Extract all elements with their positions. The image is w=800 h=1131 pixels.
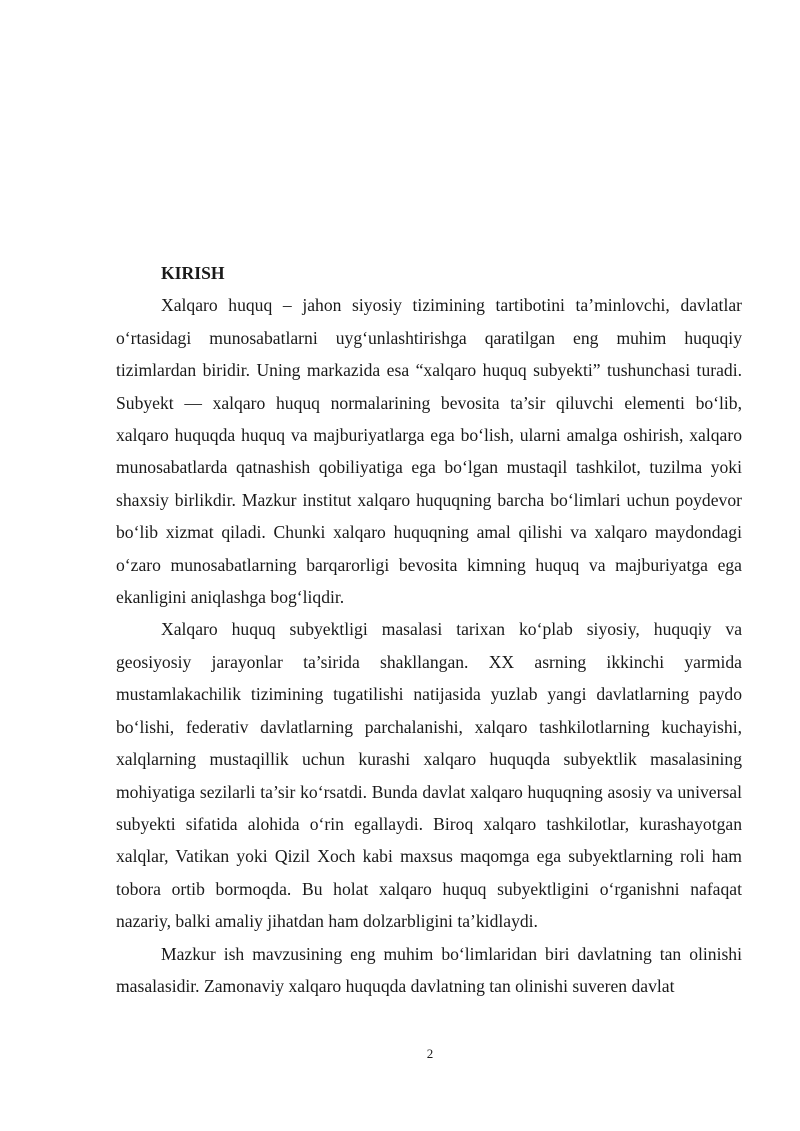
paragraph-2: Xalqaro huquq subyektligi masalasi tarixan ko‘plab siyosiy, huquqiy va geosiyosiy jarayonlar ta’sirida shakllangan. XX asrning ikkinchi yarmida mustamlakachilik tizimining tugatilishi natijasida yuzlab yangi davlatlarning paydo bo‘lishi, federativ davlatlarning parchalanishi, xalqaro tashkilotlarning kuchayishi, xalqlarning mustaqillik uchun kurashi xalqaro huquqda subyektlik masalasining mohiyatiga sezilarli ta’sir ko‘rsatdi. Bunda davlat xalqaro huquqning asosiy va universal subyekti sifatida alohida o‘rin egallaydi. Biroq xalqaro tashkilotlar, kurashayotgan xalqlar, Vatikan yoki Qizil Xoch kabi maxsus maqomga ega subyektlarning roli ham tobora ortib bormoqda. Bu holat xalqaro huquq subyektligini o‘rganishni nafaqat nazariy, balki amaliy jihatdan ham dolzarbligini ta’kidlaydi. bbox=[116, 619, 742, 932]
section-heading: KIRISH bbox=[161, 263, 225, 283]
paragraph-1: Xalqaro huquq – jahon siyosiy tizimining tartibotini ta’minlovchi, davlatlar o‘rtasidagi munosabatlarni uyg‘unlashtirishga qaratilgan eng muhim huquqiy tizimlardan biridir. Uning markazida esa “xalqaro huquq subyekti” tushunchasi turadi. Subyekt — xalqaro huquq normalarining bevosita ta’sir qiluvchi elementi bo‘lib, xalqaro huquqda huquq va majburiyatlarga ega bo‘lish, ularni amalga oshirish, xalqaro munosabatlarda qatnashish qobiliyatiga ega bo‘lgan mustaqil tashkilot, tuzilma yoki shaxsiy birlikdir. Mazkur institut xalqaro huquqning barcha bo‘limlari uchun poydevor bo‘lib xizmat qiladi. Chunki xalqaro huquqning amal qilishi va xalqaro maydondagi o‘zaro munosabatlarning barqarorligi bevosita kimning huquq va majburiyatga ega ekanligini aniqlashga bog‘liqdir. bbox=[116, 295, 742, 608]
page-number: 2 bbox=[426, 1046, 434, 1061]
paragraph-3: Mazkur ish mavzusining eng muhim bo‘limlaridan biri davlatning tan olinishi masalasidir. Zamonaviy xalqaro huquqda davlatning tan olinishi suveren davlat bbox=[116, 943, 742, 996]
page-content bbox=[116, 257, 742, 1002]
